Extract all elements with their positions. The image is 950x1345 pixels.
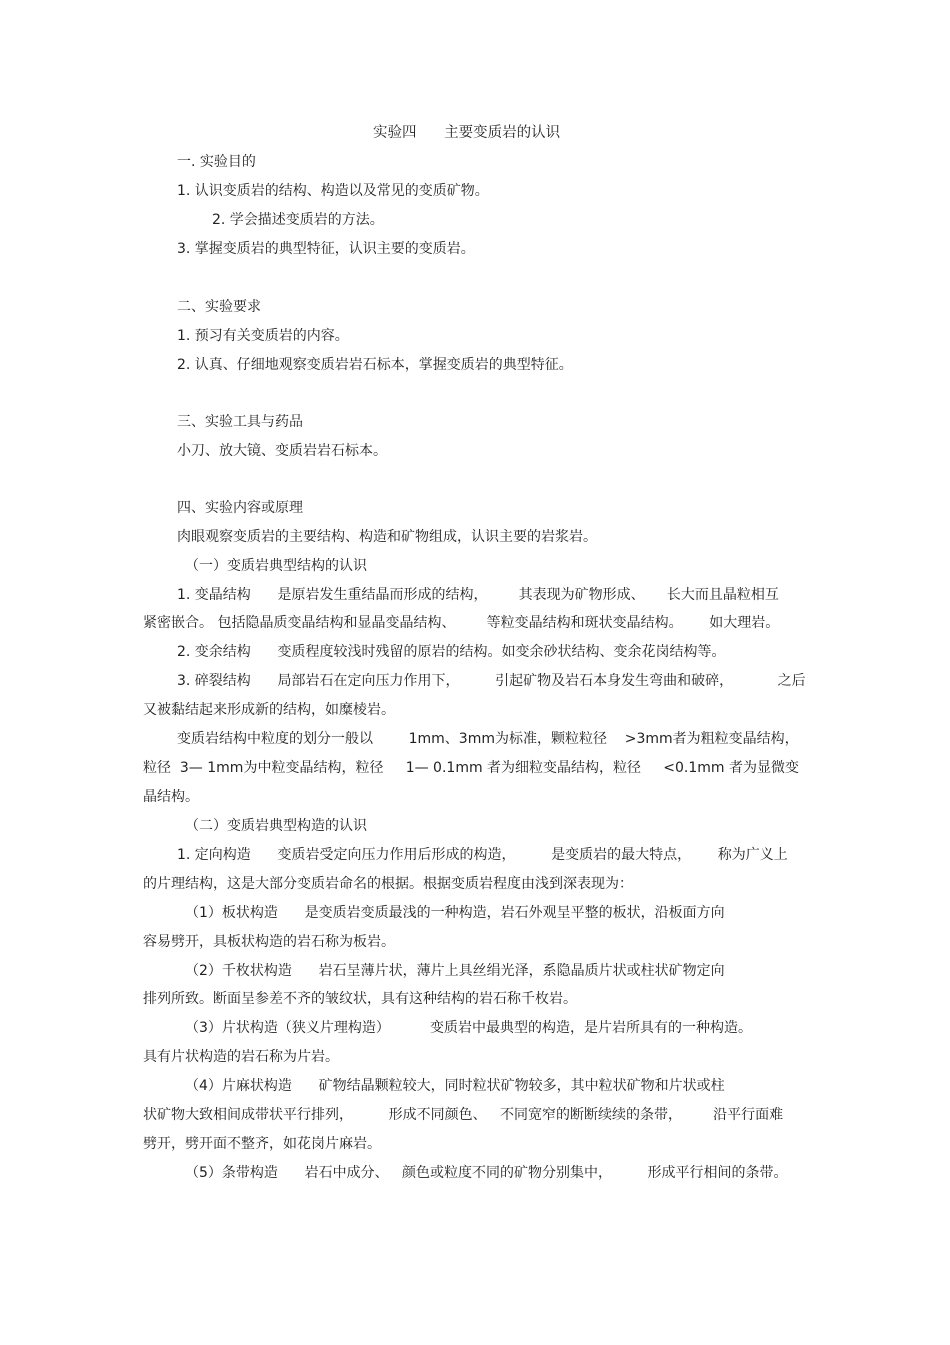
list-item: 3. 掌握变质岩的典型特征，认识主要的变质岩。 (177, 241, 475, 257)
section-heading: 一. 实验目的 (177, 154, 256, 170)
subsection-heading: （一）变质岩典型结构的认识 (185, 558, 367, 574)
paragraph-line: （4）片麻状构造 矿物结晶颗粒较大，同时粒状矿物较多，其中粒状矿物和片状或柱 (185, 1078, 725, 1094)
paragraph-line: 具有片状构造的岩石称为片岩。 (143, 1049, 339, 1065)
paragraph-line: （1）板状构造 是变质岩变质最浅的一种构造，岩石外观呈平整的板状，沿板面方向 (185, 905, 725, 921)
subsection-heading: （二）变质岩典型构造的认识 (185, 818, 367, 834)
paragraph-line: 变质岩结构中粒度的划分一般以 1mm、3mm为标准，颗粒粒径 >3mm者为粗粒变晶结构， (177, 731, 799, 747)
section-heading: 四、实验内容或原理 (177, 500, 303, 516)
paragraph-line: 排列所致。断面呈参差不齐的皱纹状，具有这种结构的岩石称千枚岩。 (143, 991, 577, 1007)
paragraph-line: 容易劈开，具板状构造的岩石称为板岩。 (143, 934, 395, 950)
paragraph-line: 晶结构。 (143, 789, 199, 805)
paragraph-line: （5）条带构造 岩石中成分、 颜色或粒度不同的矿物分别集中， 形成平行相间的条带。 (185, 1165, 788, 1181)
section-heading: 三、实验工具与药品 (177, 414, 303, 430)
document-title: 实验四 主要变质岩的认识 (373, 125, 561, 141)
paragraph-line: 2. 变余结构 变质程度较浅时残留的原岩的结构。如变余砂状结构、变余花岗结构等。 (177, 644, 726, 660)
paragraph-line: 1. 定向构造 变质岩受定向压力作用后形成的构造， 是变质岩的最大特点， 称为广义上 (177, 847, 788, 863)
paragraph-line: 3. 碎裂结构 局部岩石在定向压力作用下， 引起矿物及岩石本身发生弯曲和破碎， 之后 (177, 673, 806, 689)
paragraph-line: （3）片状构造（狭义片理构造） 变质岩中最典型的构造，是片岩所具有的一种构造。 (185, 1020, 752, 1036)
paragraph-line: 劈开，劈开面不整齐，如花岗片麻岩。 (143, 1136, 381, 1152)
paragraph-line: 的片理结构，这是大部分变质岩命名的根据。根据变质岩程度由浅到深表现为： (143, 876, 633, 892)
list-item: 2. 认真、仔细地观察变质岩岩石标本，掌握变质岩的典型特征。 (177, 357, 573, 373)
paragraph-line: 又被黏结起来形成新的结构，如糜棱岩。 (143, 702, 395, 718)
section-heading: 二、实验要求 (177, 299, 261, 315)
paragraph-line: 肉眼观察变质岩的主要结构、构造和矿物组成，认识主要的岩浆岩。 (177, 529, 597, 545)
paragraph-line: （2）千枚状构造 岩石呈薄片状，薄片上具丝绢光泽，系隐晶质片状或柱状矿物定向 (185, 963, 725, 979)
list-item: 2. 学会描述变质岩的方法。 (212, 212, 384, 228)
paragraph-line: 粒径 3— 1mm为中粒变晶结构，粒径 1— 0.1mm 者为细粒变晶结构，粒径 <0.1mm 者为显微变 (143, 760, 800, 776)
list-item: 1. 预习有关变质岩的内容。 (177, 328, 349, 344)
paragraph-line: 紧密嵌合。 包括隐晶质变晶结构和显晶变晶结构、 等粒变晶结构和斑状变晶结构。 如大理岩。 (143, 615, 780, 631)
list-item: 1. 认识变质岩的结构、构造以及常见的变质矿物。 (177, 183, 489, 199)
paragraph-line: 状矿物大致相间成带状平行排列， 形成不同颜色、 不同宽窄的断断续续的条带， 沿平行面难 (143, 1107, 784, 1123)
paragraph-line: 小刀、放大镜、变质岩岩石标本。 (177, 443, 387, 459)
paragraph-line: 1. 变晶结构 是原岩发生重结晶而形成的结构， 其表现为矿物形成、 长大而且晶粒相互 (177, 587, 779, 603)
